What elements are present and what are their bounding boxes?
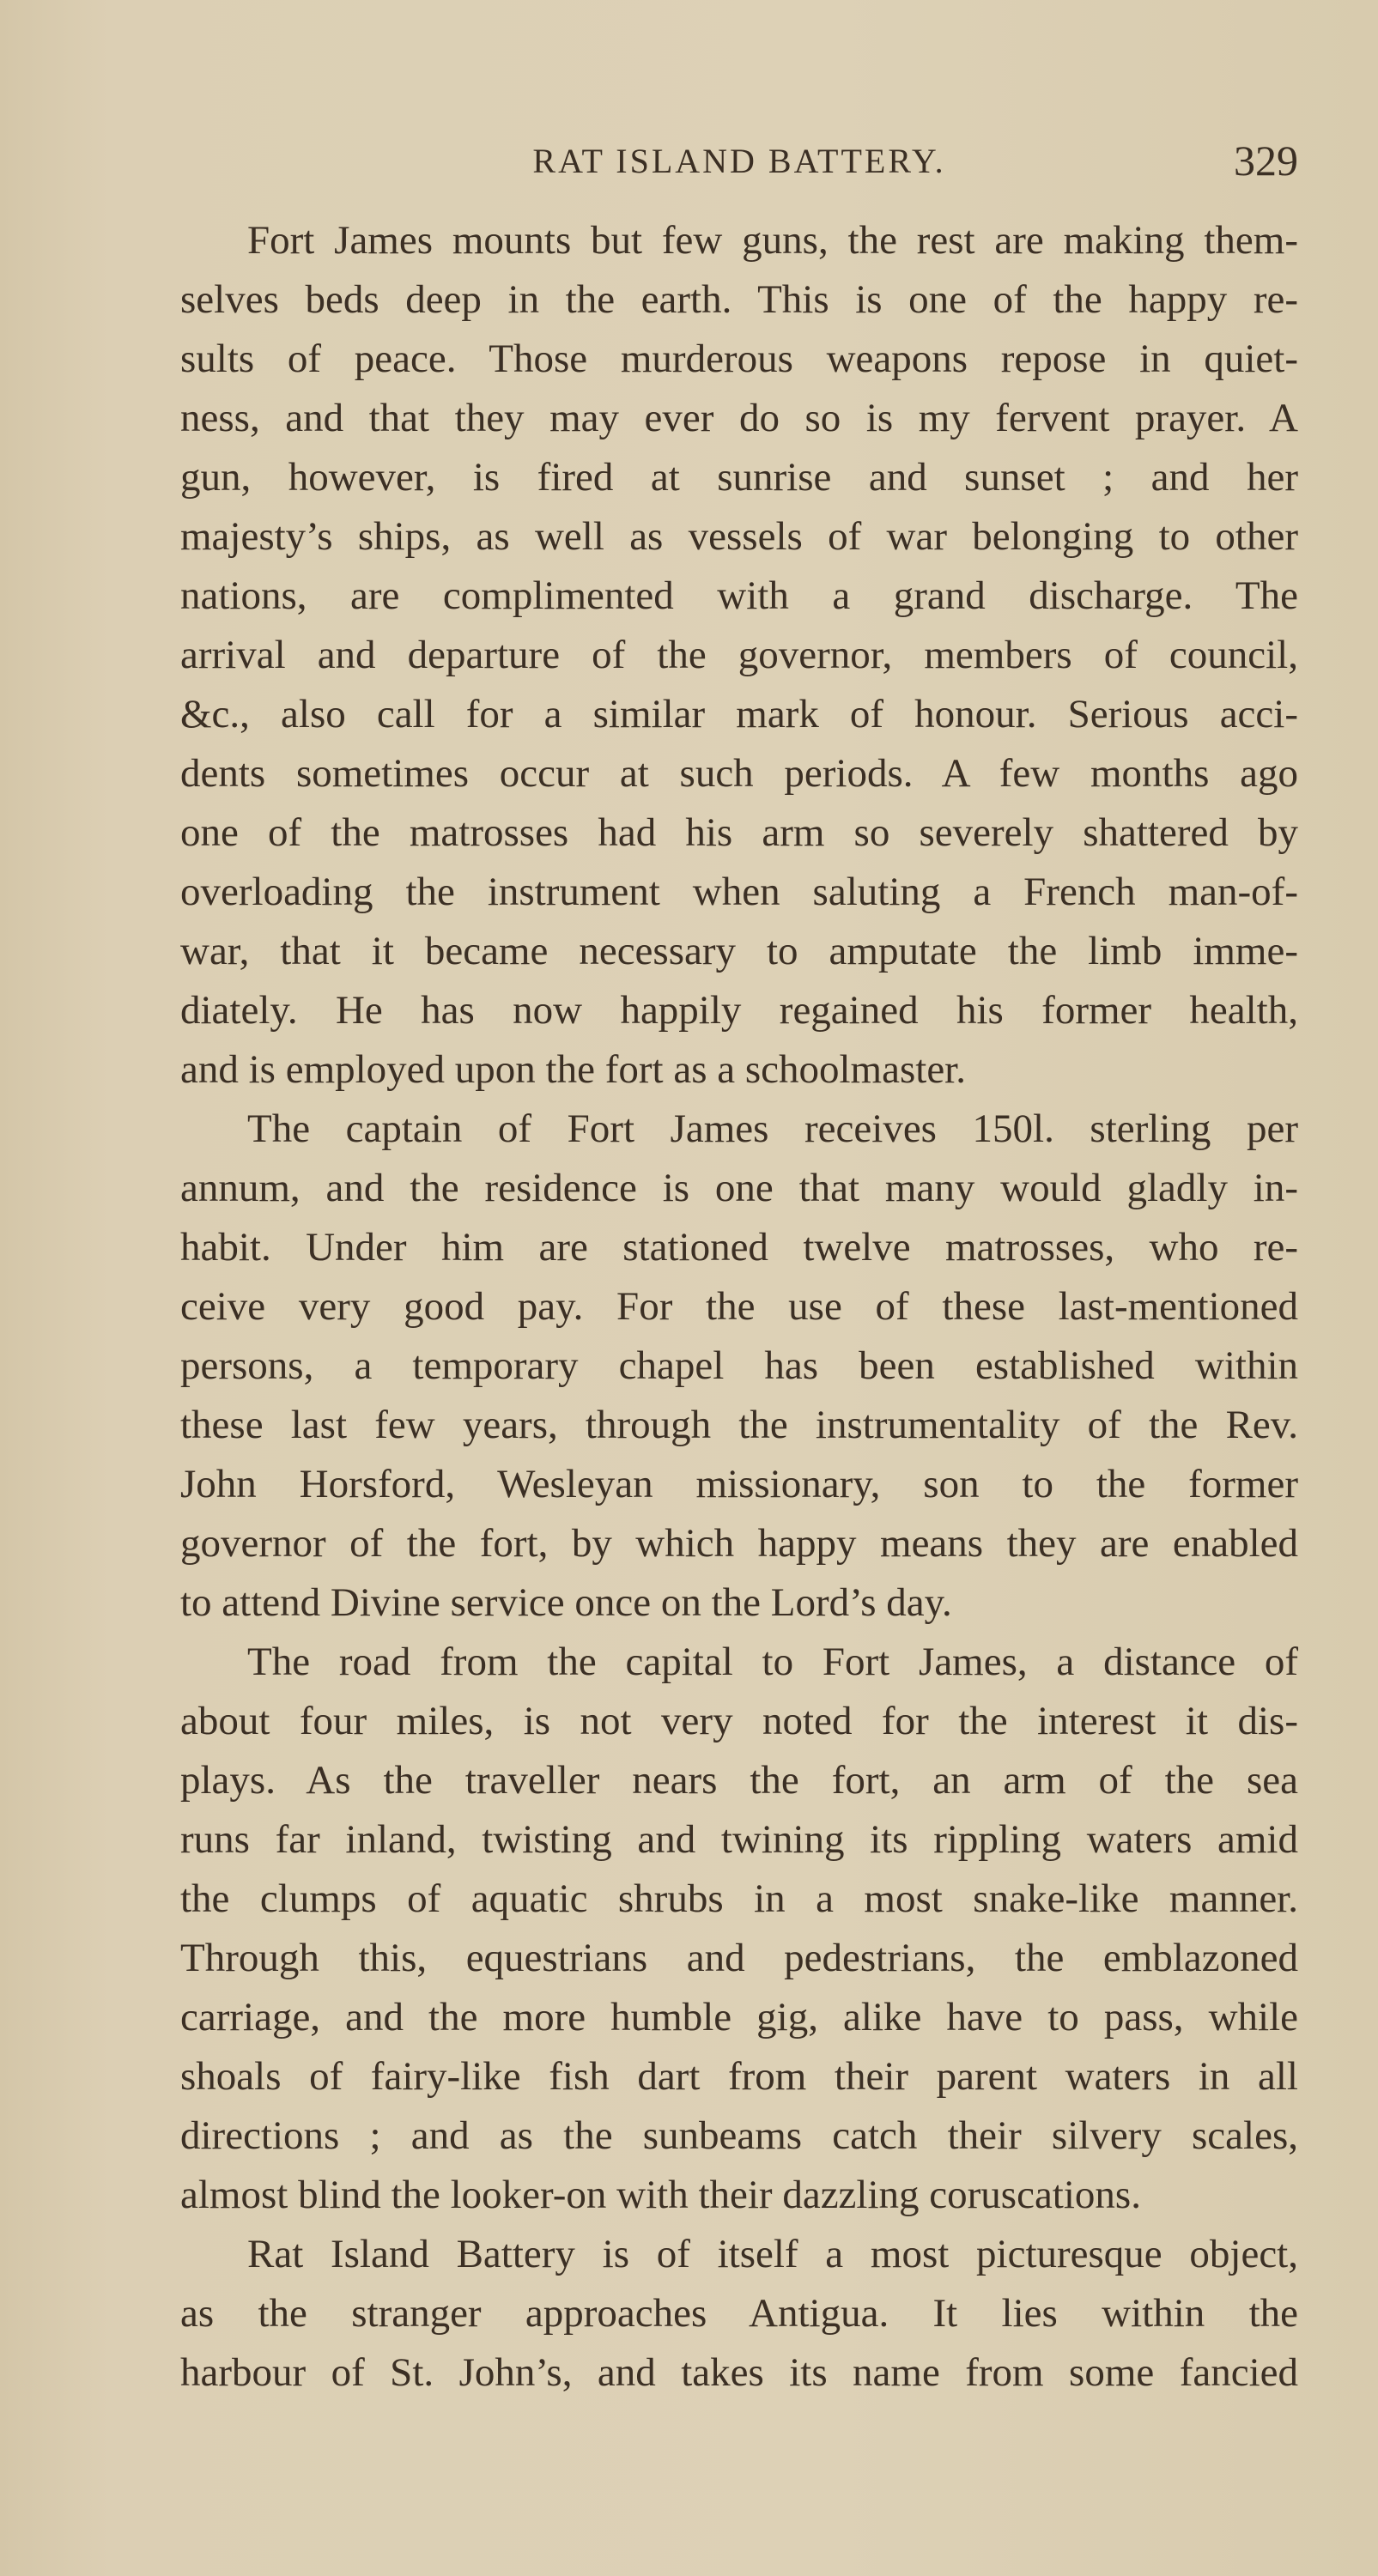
text-line: Through this, equestrians and pedestrians, the emblazoned bbox=[180, 1936, 1298, 1980]
text-line: gun, however, is fired at sunrise and sunset ; and her bbox=[180, 455, 1298, 500]
text-line: the clumps of aquatic shrubs in a most snake-like manner. bbox=[180, 1876, 1298, 1921]
text-line: ceive very good pay. For the use of these last-mentioned bbox=[180, 1284, 1298, 1329]
text-line: these last few years, through the instrumentality of the Rev. bbox=[180, 1403, 1298, 1447]
page-number: 329 bbox=[1234, 136, 1298, 185]
text-line: almost blind the looker-on with their dazzling coruscations. bbox=[180, 2173, 1141, 2217]
text-line: as the stranger approaches Antigua. It lies within the bbox=[180, 2291, 1298, 2336]
text-line: nations, are complimented with a grand discharge. The bbox=[180, 573, 1298, 618]
text-line: carriage, and the more humble gig, alike have to pass, while bbox=[180, 1995, 1298, 2040]
text-line: &c., also call for a similar mark of honour. Serious acci- bbox=[180, 692, 1298, 736]
text-line: to attend Divine service once on the Lord’s day. bbox=[180, 1580, 952, 1625]
text-line: plays. As the traveller nears the fort, an arm of the sea bbox=[180, 1758, 1298, 1803]
text-line: Rat Island Battery is of itself a most picturesque object, bbox=[247, 2232, 1298, 2276]
text-line: persons, a temporary chapel has been established within bbox=[180, 1343, 1298, 1388]
text-line: majesty’s ships, as well as vessels of war belonging to other bbox=[180, 514, 1298, 559]
text-line: The road from the capital to Fort James, a distance of bbox=[247, 1640, 1298, 1684]
running-title: RAT ISLAND BATTERY. bbox=[532, 142, 946, 180]
text-line: directions ; and as the sunbeams catch their silvery scales, bbox=[180, 2113, 1298, 2158]
text-line: John Horsford, Wesleyan missionary, son to the former bbox=[180, 1462, 1298, 1506]
text-line: shoals of fairy-like fish dart from their parent waters in all bbox=[180, 2054, 1298, 2099]
text-line: about four miles, is not very noted for the interest it dis- bbox=[180, 1699, 1298, 1743]
text-line: dents sometimes occur at such periods. A few months ago bbox=[180, 751, 1298, 796]
text-line: harbour of St. John’s, and takes its name from some fancied bbox=[180, 2350, 1298, 2395]
text-line: one of the matrosses had his arm so severely shattered by bbox=[180, 810, 1298, 855]
text-line: overloading the instrument when saluting a French man-of- bbox=[180, 870, 1298, 914]
text-line: habit. Under him are stationed twelve matrosses, who re- bbox=[180, 1225, 1298, 1270]
text-line: and is employed upon the fort as a schoolmaster. bbox=[180, 1047, 966, 1092]
text-line: diately. He has now happily regained his former health, bbox=[180, 988, 1298, 1033]
text-line: Fort James mounts but few guns, the rest are making them- bbox=[247, 218, 1298, 263]
text-line: sults of peace. Those murderous weapons repose in quiet- bbox=[180, 336, 1298, 381]
body-text bbox=[180, 211, 1298, 2403]
text-line: The captain of Fort James receives 150l. sterling per bbox=[247, 1106, 1298, 1151]
text-line: annum, and the residence is one that many would gladly in- bbox=[180, 1166, 1298, 1210]
text-line: ness, and that they may ever do so is my fervent prayer. A bbox=[180, 396, 1298, 440]
page-header bbox=[180, 136, 1298, 187]
text-line: runs far inland, twisting and twining its rippling waters amid bbox=[180, 1817, 1298, 1862]
text-line: governor of the fort, by which happy means they are enabled bbox=[180, 1521, 1298, 1566]
text-line: selves beds deep in the earth. This is one of the happy re- bbox=[180, 277, 1298, 322]
text-line: arrival and departure of the governor, members of council, bbox=[180, 633, 1298, 677]
text-line: war, that it became necessary to amputate the limb imme- bbox=[180, 929, 1298, 973]
